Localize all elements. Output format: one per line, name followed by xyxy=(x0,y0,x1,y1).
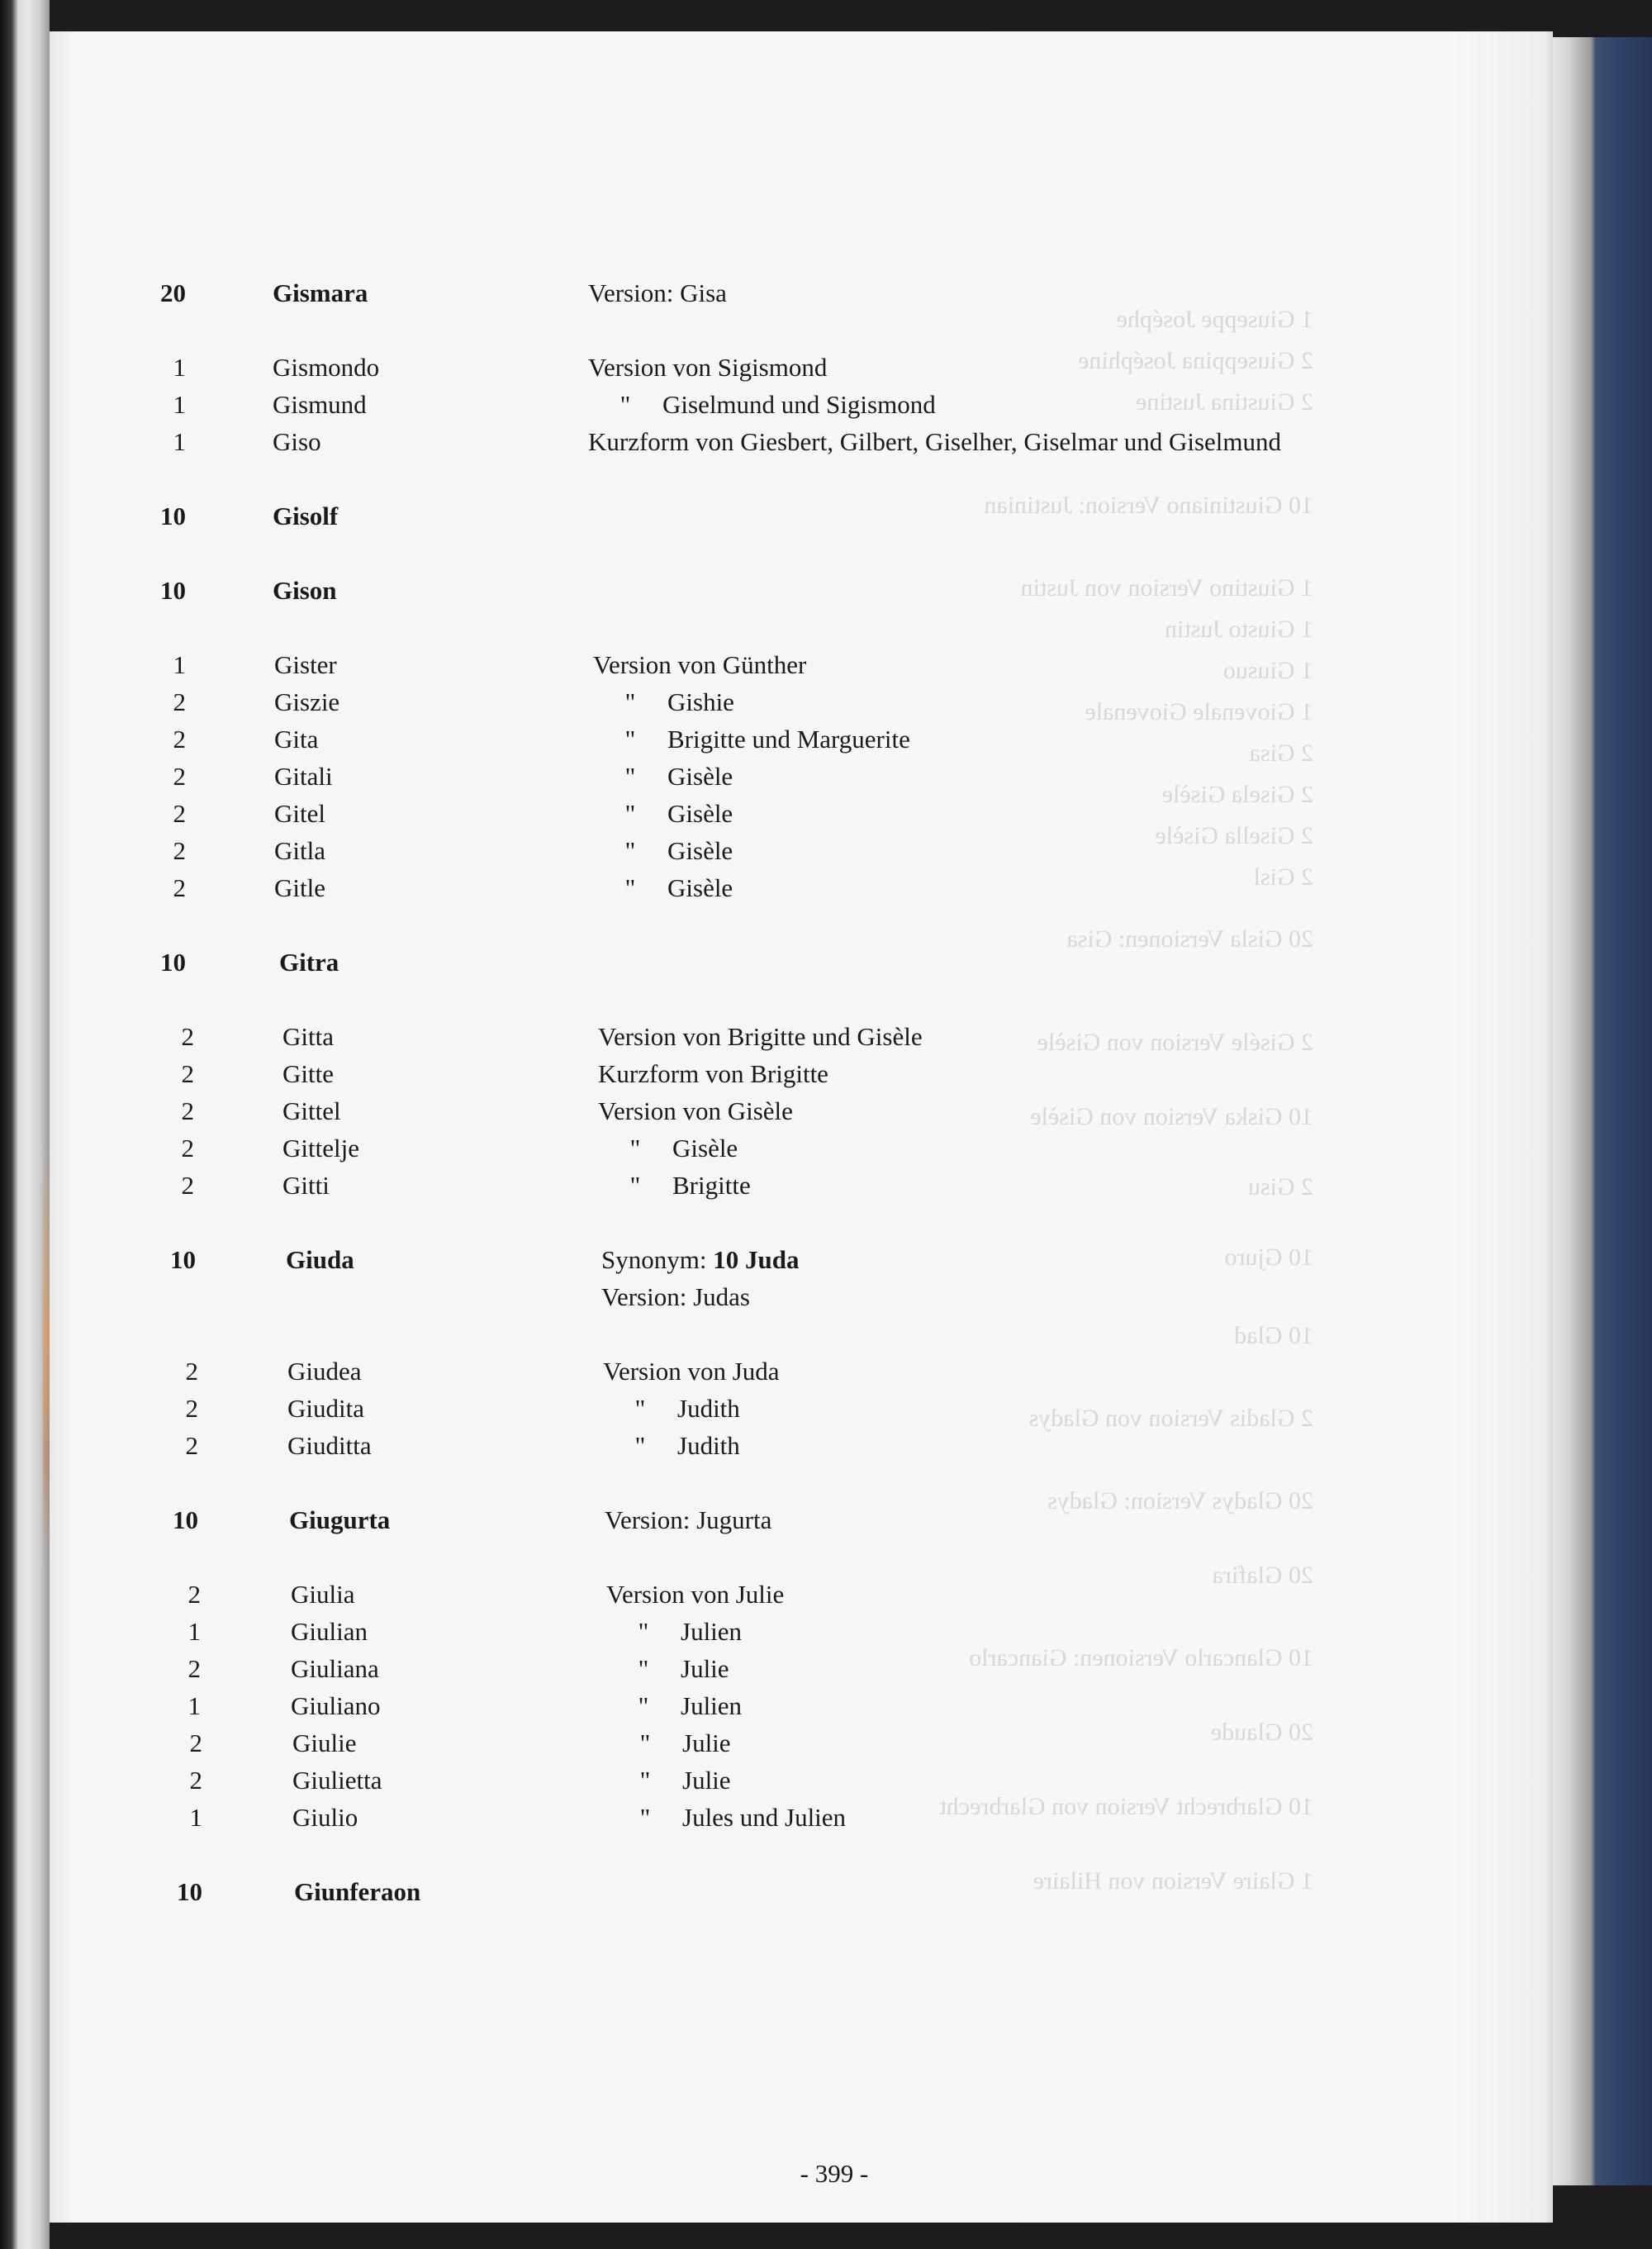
entry-row xyxy=(50,1727,1553,1760)
entry-frequency: 2 xyxy=(189,1766,202,1795)
entry-description-text: Julie xyxy=(681,1654,729,1683)
bleed-through-line: 10 Glancarlo Versionen: Giancarlo xyxy=(969,1644,1313,1671)
entry-description xyxy=(593,723,910,756)
bleed-through-line: 1 Giusuo xyxy=(1222,657,1313,684)
bleed-through-line: 2 Giuseppina Joséphine xyxy=(1078,347,1313,374)
entry-row xyxy=(50,1355,1553,1388)
entry-name: Gison xyxy=(273,576,337,605)
entry-row xyxy=(50,388,1553,421)
bleed-through-line: 2 Gisa xyxy=(1249,739,1313,767)
entry-frequency: 2 xyxy=(181,1171,194,1200)
entry-description xyxy=(608,1727,731,1760)
entry-name: Gitti xyxy=(282,1171,330,1200)
entry-description xyxy=(608,1801,846,1834)
entry-row xyxy=(50,1392,1553,1425)
entry-description xyxy=(608,1764,731,1797)
entry-name: Giugurta xyxy=(289,1505,391,1534)
page xyxy=(50,31,1553,2223)
ditto-mark: " xyxy=(639,1728,651,1757)
entry-row xyxy=(50,1095,1553,1128)
entry-row xyxy=(50,1020,1553,1053)
entry-description: Version: Gisa xyxy=(588,278,727,307)
ditto-mark: " xyxy=(638,1691,649,1720)
entry-frequency: 2 xyxy=(181,1134,194,1163)
entry-frequency: 10 xyxy=(160,576,186,605)
entry-description: Kurzform von Giesbert, Gilbert, Giselher, Giselmar und Giselmund xyxy=(588,427,1282,456)
entry-name: Gitle xyxy=(274,873,325,902)
entry-row xyxy=(50,834,1553,868)
entry-description: Version: Judas xyxy=(601,1282,750,1311)
entry-row xyxy=(50,1578,1553,1611)
bleed-through-line: 2 Gladis Version von Gladys xyxy=(1028,1405,1313,1432)
bleed-through-line: 2 Gisela Gisèle xyxy=(1161,781,1313,808)
entry-name: Gitta xyxy=(282,1022,334,1051)
page-number: - 399 - xyxy=(800,2159,869,2188)
entry-name: Giszie xyxy=(274,687,340,716)
entry-name: Gismund xyxy=(273,390,367,419)
bleed-through-line: 10 Giustiniano Version: Justinian xyxy=(984,492,1313,519)
bleed-through-line: 1 Giusto Justin xyxy=(1164,616,1313,643)
entry-frequency: 2 xyxy=(188,1580,201,1609)
bleed-through-line: 10 Giska Version von Gisèle xyxy=(1030,1103,1313,1130)
entry-name: Giuliana xyxy=(291,1654,379,1683)
ditto-mark: " xyxy=(624,687,636,716)
ditto-mark: " xyxy=(629,1171,641,1200)
entry-name: Gittel xyxy=(282,1096,341,1125)
entry-description-text: Julie xyxy=(682,1728,731,1757)
entry-row xyxy=(50,649,1553,682)
bleed-through-line: 10 Gjuro xyxy=(1224,1243,1313,1271)
entry-row xyxy=(50,277,1553,310)
entry-description xyxy=(593,797,733,830)
entry-frequency: 10 xyxy=(160,948,186,977)
entry-frequency: 2 xyxy=(181,1022,194,1051)
ditto-mark: " xyxy=(634,1431,646,1460)
bleed-through-line: 20 Glafira xyxy=(1212,1562,1313,1589)
entry-name: Gittelje xyxy=(282,1134,359,1163)
entry-description: Kurzform von Brigitte xyxy=(598,1059,828,1088)
entry-row xyxy=(50,574,1553,607)
bleed-through-line: 1 Giovenale Giovenale xyxy=(1085,698,1313,725)
entry-name: Gisolf xyxy=(273,502,339,530)
name-list xyxy=(50,31,1553,2223)
entry-frequency: 2 xyxy=(185,1357,198,1386)
entry-row xyxy=(50,1429,1553,1462)
bleed-through-line: 1 Giuseppe Joséphe xyxy=(1116,306,1313,333)
entry-description-text: Gisèle xyxy=(672,1134,738,1163)
bleed-through-line: 10 Glarbrecht Version von Glarbrecht xyxy=(939,1793,1313,1820)
entry-row xyxy=(50,351,1553,384)
bleed-through-line: 2 Gisl xyxy=(1253,863,1313,891)
entry-row xyxy=(50,1764,1553,1797)
entry-frequency: 1 xyxy=(188,1617,201,1646)
entry-description-text: Julie xyxy=(682,1766,731,1795)
entry-name: Giuda xyxy=(286,1245,354,1274)
entry-description: Version von Günther xyxy=(593,650,807,679)
bleed-through-line: 2 Giséle Version von Gisèle xyxy=(1037,1029,1313,1056)
left-page-edge xyxy=(0,0,50,2249)
entry-frequency: 2 xyxy=(189,1728,202,1757)
entry-description xyxy=(606,1652,729,1686)
entry-frequency: 10 xyxy=(173,1505,198,1534)
entry-row xyxy=(50,760,1553,793)
entry-frequency: 1 xyxy=(189,1803,202,1832)
entry-name: Giulia xyxy=(291,1580,355,1609)
entry-name: Gitte xyxy=(282,1059,334,1088)
entry-description xyxy=(601,1243,799,1277)
entry-frequency: 2 xyxy=(173,873,186,902)
ditto-mark: " xyxy=(634,1394,646,1423)
ditto-mark: " xyxy=(624,836,636,865)
entry-description xyxy=(593,834,733,868)
entry-description xyxy=(606,1690,742,1723)
entry-name: Gismondo xyxy=(273,353,380,382)
entry-frequency: 1 xyxy=(188,1691,201,1720)
entry-frequency: 2 xyxy=(173,799,186,828)
entry-name: Gister xyxy=(274,650,337,679)
entry-name: Giudita xyxy=(287,1394,364,1423)
entry-name: Giunferaon xyxy=(294,1877,421,1906)
entry-row xyxy=(50,1690,1553,1723)
entry-row xyxy=(50,1876,1553,1909)
entry-row xyxy=(50,797,1553,830)
entry-row xyxy=(50,1132,1553,1165)
entry-row xyxy=(50,1615,1553,1648)
entry-row xyxy=(50,723,1553,756)
ditto-mark: " xyxy=(620,390,631,419)
entry-description xyxy=(593,872,733,905)
entry-name: Giulie xyxy=(292,1728,357,1757)
entry-frequency: 2 xyxy=(181,1059,194,1088)
ditto-mark: " xyxy=(638,1617,649,1646)
entry-name: Gismara xyxy=(273,278,368,307)
entry-frequency: 10 xyxy=(170,1245,196,1274)
entry-description xyxy=(603,1429,740,1462)
ditto-mark: " xyxy=(638,1654,649,1683)
entry-name: Giso xyxy=(273,427,321,456)
entry-frequency: 1 xyxy=(173,650,186,679)
entry-name: Gitla xyxy=(274,836,325,865)
bleed-through-line: 10 Glad xyxy=(1234,1322,1313,1349)
bleed-through-line: 1 Giustino Version von Justin xyxy=(1020,574,1313,601)
entry-row xyxy=(50,1801,1553,1834)
entry-description: Version von Brigitte und Gisèle xyxy=(598,1022,923,1051)
entry-frequency: 2 xyxy=(185,1431,198,1460)
synonym-label: Synonym: xyxy=(601,1245,714,1274)
ditto-mark: " xyxy=(629,1134,641,1163)
bleed-through-line: 2 Gisella Gisèle xyxy=(1155,822,1313,849)
bleed-through-line: 1 Glaire Version von Hilaire xyxy=(1032,1867,1313,1895)
entry-row xyxy=(50,946,1553,979)
entry-row xyxy=(50,686,1553,719)
entry-frequency: 1 xyxy=(173,353,186,382)
entry-row xyxy=(50,500,1553,533)
entry-description-text: Giselmund und Sigismond xyxy=(662,390,936,419)
entry-name: Giulian xyxy=(291,1617,368,1646)
entry-description-text: Gisèle xyxy=(667,762,733,791)
entry-description-text: Brigitte xyxy=(672,1171,751,1200)
entry-description: Version: Jugurta xyxy=(605,1505,772,1534)
entry-frequency: 2 xyxy=(173,725,186,754)
entry-row xyxy=(50,1504,1553,1537)
entry-frequency: 20 xyxy=(160,278,186,307)
entry-description-text: Judith xyxy=(677,1394,740,1423)
entry-frequency: 2 xyxy=(173,836,186,865)
entry-row xyxy=(50,1058,1553,1091)
entry-name: Giulietta xyxy=(292,1766,382,1795)
entry-row xyxy=(50,1281,1553,1314)
entry-description xyxy=(598,1169,751,1202)
entry-name: Giulio xyxy=(292,1803,358,1832)
entry-name: Gitali xyxy=(274,762,333,791)
bleed-through-line: 2 Giustina Justine xyxy=(1136,388,1313,416)
bleed-through-line: 20 Gisla Versionen: Gisa xyxy=(1066,925,1313,953)
entry-description-text: Judith xyxy=(677,1431,740,1460)
entry-frequency: 2 xyxy=(173,762,186,791)
entry-frequency: 2 xyxy=(173,687,186,716)
entry-name: Gita xyxy=(274,725,319,754)
synonym-reference: 10 Juda xyxy=(713,1245,800,1274)
entry-description xyxy=(593,686,734,719)
entry-name: Giudea xyxy=(287,1357,362,1386)
entry-frequency: 10 xyxy=(160,502,186,530)
entry-description: Version von Julie xyxy=(606,1580,785,1609)
entry-description xyxy=(603,1392,740,1425)
entry-description: Version von Gisèle xyxy=(598,1096,793,1125)
entry-description-text: Jules und Julien xyxy=(682,1803,847,1832)
entry-name: Giuditta xyxy=(287,1431,372,1460)
entry-row xyxy=(50,1169,1553,1202)
entry-frequency: 1 xyxy=(173,427,186,456)
entry-description xyxy=(598,1132,738,1165)
ditto-mark: " xyxy=(624,873,636,902)
entry-row xyxy=(50,426,1553,459)
entry-row xyxy=(50,1652,1553,1686)
entry-frequency: 1 xyxy=(173,390,186,419)
entry-row xyxy=(50,872,1553,905)
book-cover-edge xyxy=(1545,37,1652,2185)
bleed-through-line: 20 Glaude xyxy=(1210,1719,1313,1746)
entry-description xyxy=(606,1615,742,1648)
entry-frequency: 2 xyxy=(185,1394,198,1423)
entry-frequency: 10 xyxy=(177,1877,202,1906)
ditto-mark: " xyxy=(639,1803,651,1832)
entry-frequency: 2 xyxy=(181,1096,194,1125)
entry-row xyxy=(50,1243,1553,1277)
entry-description-text: Gisèle xyxy=(667,873,733,902)
ditto-mark: " xyxy=(624,725,636,754)
entry-description: Version von Juda xyxy=(603,1357,780,1386)
ditto-mark: " xyxy=(639,1766,651,1795)
bleed-through-line: 2 Gisu xyxy=(1247,1173,1313,1201)
entry-description-text: Gishie xyxy=(667,687,734,716)
ditto-mark: " xyxy=(624,762,636,791)
entry-description-text: Gisèle xyxy=(667,836,733,865)
entry-name: Gitel xyxy=(274,799,325,828)
entry-name: Gitra xyxy=(279,948,339,977)
bleed-through-line: 20 Gladys Version: Gladys xyxy=(1047,1487,1313,1514)
entry-description-text: Julien xyxy=(681,1617,743,1646)
ditto-mark: " xyxy=(624,799,636,828)
entry-name: Giuliano xyxy=(291,1691,381,1720)
entry-description-text: Brigitte und Marguerite xyxy=(667,725,910,754)
entry-description xyxy=(588,388,936,421)
entry-description-text: Gisèle xyxy=(667,799,733,828)
entry-description xyxy=(593,760,733,793)
entry-description: Version von Sigismond xyxy=(588,353,828,382)
entry-description-text: Julien xyxy=(681,1691,743,1720)
entry-frequency: 2 xyxy=(188,1654,201,1683)
